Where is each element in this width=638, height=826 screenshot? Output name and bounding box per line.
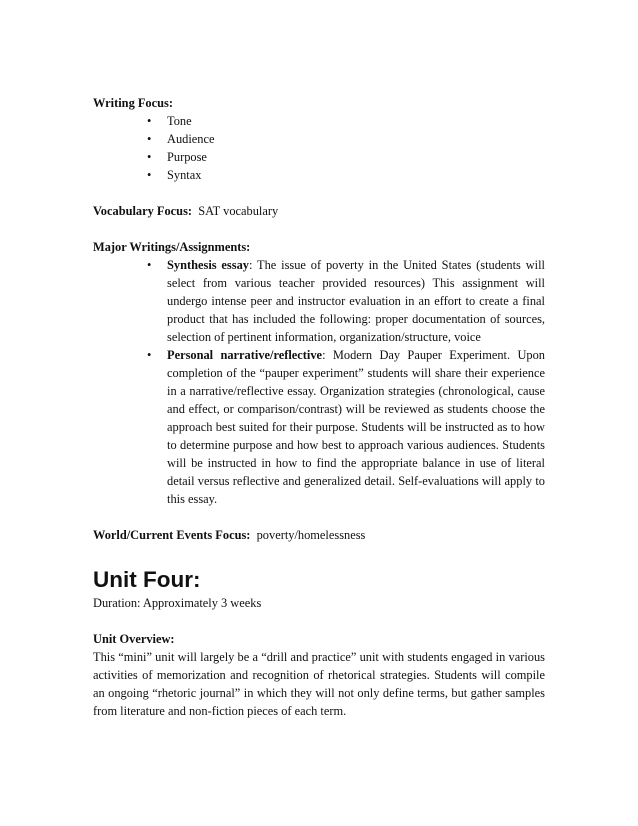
unit-overview-text: This “mini” unit will largely be a “drill and practice” unit with students engaged in various activities of memorization and recognition of rhetorical strategies. Students will compile an ongoing “rhetoric journal” in which they will not only define terms, but gather samples from literature and non-fiction pieces of each term. — [93, 650, 545, 718]
writing-focus-item: Audience — [167, 132, 215, 146]
list-item — [147, 130, 545, 148]
spacer — [93, 508, 545, 526]
bullet-icon: • — [147, 150, 152, 164]
list-item — [147, 148, 545, 166]
list-item — [147, 112, 545, 130]
assignment-description: : Modern Day Pauper Experiment. Upon completion of the “pauper experiment” students will share their experience in a narrative/reflective essay. Organization strategies (chronological, cause and effect, or comparison/contrast) will be reviewed as students choose the approach best suited for their purpose. Students will be instructed as to how to determine purpose and how best to approach various audiences. Students will be instructed in how to find the appropriate balance in use of literal detail versus reflective and generalized detail. Self-evaluations will apply to this essay. — [167, 348, 545, 506]
writing-focus-heading: Writing Focus: — [93, 96, 173, 110]
bullet-icon: • — [147, 348, 152, 362]
assignment-item — [147, 256, 545, 346]
writing-focus-item: Purpose — [167, 150, 207, 164]
unit-duration: Duration: Approximately 3 weeks — [93, 596, 262, 610]
bullet-icon: • — [147, 132, 152, 146]
writing-focus-item: Syntax — [167, 168, 202, 182]
spacer — [93, 220, 545, 238]
world-events-value: poverty/homelessness — [256, 528, 366, 542]
spacer — [93, 612, 545, 630]
vocabulary-focus-value: SAT vocabulary — [198, 204, 279, 218]
document-content — [93, 94, 545, 720]
major-writings-heading: Major Writings/Assignments: — [93, 240, 251, 254]
unit-overview-heading: Unit Overview: — [93, 632, 175, 646]
world-events-label: World/Current Events Focus: — [93, 528, 251, 542]
world-events-line — [93, 526, 545, 544]
assignment-item — [147, 346, 545, 508]
writing-focus-list — [93, 112, 545, 184]
assignments-list — [93, 256, 545, 508]
vocabulary-focus-label: Vocabulary Focus: — [93, 204, 193, 218]
bullet-icon: • — [147, 114, 152, 128]
assignment-description: : The issue of poverty in the United States (students will select from various teacher provided resources) This assignment will undergo intense peer and instructor evaluation in an effort to create a final product that has included the following: proper documentation of sources, selection of pertinent information, organization/structure, voice — [167, 258, 545, 344]
bullet-icon: • — [147, 258, 152, 272]
assignment-title: Personal narrative/reflective — [167, 348, 323, 362]
writing-focus-item: Tone — [167, 114, 192, 128]
vocabulary-focus-line — [93, 202, 545, 220]
assignment-title: Synthesis essay — [167, 258, 249, 272]
unit-heading: Unit Four: — [93, 567, 201, 592]
bullet-icon: • — [147, 168, 152, 182]
spacer — [93, 184, 545, 202]
list-item — [147, 166, 545, 184]
